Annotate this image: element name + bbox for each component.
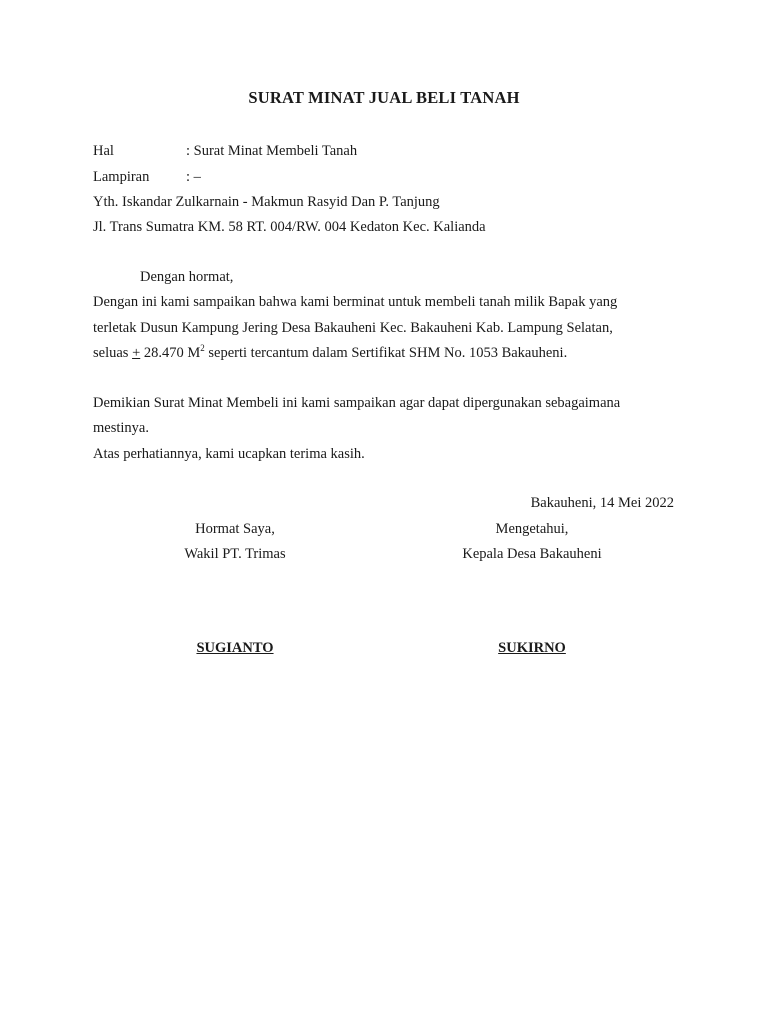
attachment-label: Lampiran (93, 169, 150, 185)
recipient-address: Jl. Trans Sumatra KM. 58 RT. 004/RW. 004 Kedaton Kec. Kalianda (93, 219, 486, 235)
closing-line-3: Atas perhatiannya, kami ucapkan terima kasih. (93, 446, 365, 462)
right-salutation: Mengetahui, (495, 521, 569, 537)
greeting: Dengan hormat, (140, 269, 234, 285)
closing-line-2: mestinya. (93, 420, 149, 436)
body-line-3-pre: seluas (93, 345, 133, 361)
area-superscript: 2 (200, 343, 205, 353)
subject-row (93, 143, 357, 160)
right-signatory-name: SUKIRNO (498, 640, 566, 656)
closing-line-1: Demikian Surat Minat Membeli ini kami sampaikan agar dapat dipergunakan sebagaimana (93, 395, 621, 411)
attachment-row (93, 169, 201, 186)
left-signatory-name: SUGIANTO (196, 640, 274, 656)
recipient-line: Yth. Iskandar Zulkarnain - Makmun Rasyid Dan P. Tanjung (93, 194, 440, 210)
subject-value: : Surat Minat Membeli Tanah (186, 143, 358, 159)
attachment-value: : – (186, 169, 201, 185)
body-line-3 (93, 345, 567, 362)
letter-title: SURAT MINAT JUAL BELI TANAH (248, 88, 520, 107)
plus-minus-sign: + (132, 345, 141, 361)
right-role: Kepala Desa Bakauheni (462, 546, 602, 562)
body-line-1: Dengan ini kami sampaikan bahwa kami berminat untuk membeli tanah milik Bapak yang (93, 294, 618, 310)
body-line-2: terletak Dusun Kampung Jering Desa Bakauheni Kec. Bakauheni Kab. Lampung Selatan, (93, 320, 613, 336)
left-salutation: Hormat Saya, (195, 521, 275, 537)
left-role: Wakil PT. Trimas (184, 546, 286, 562)
subject-label: Hal (93, 143, 114, 159)
body-line-3-post: seperti tercantum dalam Sertifikat SHM No. 1053 Bakauheni. (204, 345, 568, 361)
land-area: 28.470 M (140, 345, 201, 361)
place-date: Bakauheni, 14 Mei 2022 (530, 495, 674, 511)
